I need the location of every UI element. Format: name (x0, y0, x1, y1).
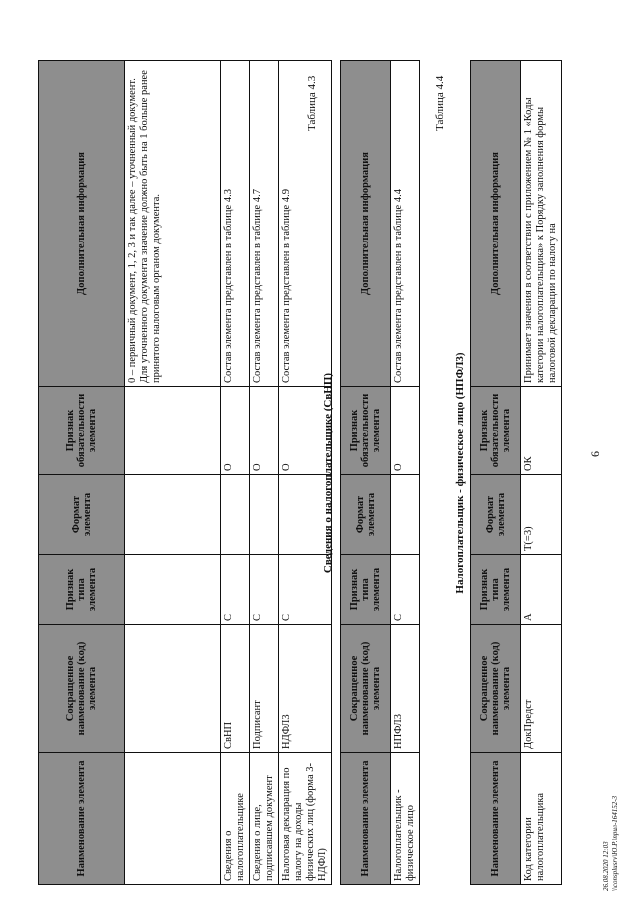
elements-table (38, 60, 332, 885)
cell-format (221, 475, 250, 555)
col-header-format: Формат элемента (39, 475, 125, 555)
cell-info: Состав элемента представлен в таблице 4.3 (221, 61, 250, 387)
cell-type: С (250, 555, 279, 625)
cell-abbr: НПФЛ3 (391, 625, 420, 753)
col-header-type: Признак типа элемента (471, 555, 521, 625)
cell-format (391, 475, 420, 555)
table-row (391, 61, 420, 885)
cell-type (125, 555, 221, 625)
cell-name: Код категории налогоплательщика (521, 753, 562, 885)
taxpayer-info-table (340, 60, 420, 885)
col-header-type: Признак типа элемента (39, 555, 125, 625)
table-caption: Налогоплательщик - физическое лицо (НПФЛ3) (454, 352, 466, 594)
cell-abbr (125, 625, 221, 753)
page-number: 6 (588, 451, 602, 457)
col-header-info: Дополнительная информация (341, 61, 391, 387)
cell-abbr: НДФЛ3 (279, 625, 332, 753)
print-stamp-path: \\consplusrv\Ю.Р.\прил-164152-3 (611, 795, 619, 891)
cell-required: О (279, 387, 332, 475)
col-header-format: Формат элемента (341, 475, 391, 555)
cell-required (125, 387, 221, 475)
col-header-abbr: Сокращенное наименование (код) элемента (341, 625, 391, 753)
table-row (250, 61, 279, 885)
col-header-name: Наименование элемента (471, 753, 521, 885)
cell-info: Состав элемента представлен в таблице 4.7 (250, 61, 279, 387)
col-header-name: Наименование элемента (341, 753, 391, 885)
col-header-required: Признак обязательности элемента (471, 387, 521, 475)
col-header-required: Признак обязательности элемента (341, 387, 391, 475)
cell-required: О (221, 387, 250, 475)
cell-format (250, 475, 279, 555)
cell-name: Сведения о лице, подписавшем документ (250, 753, 279, 885)
col-header-type: Признак типа элемента (341, 555, 391, 625)
print-stamp-date: 26.08.2020 12:03 (602, 841, 610, 891)
col-header-info: Дополнительная информация (471, 61, 521, 387)
cell-name (125, 753, 221, 885)
table-row (521, 61, 562, 885)
cell-info: 0 – первичный документ, 1, 2, 3 и так далее – уточненный документ. Для уточненного документа значение должно быть на 1 больше ранее принятого налоговым органом документа. (125, 61, 221, 387)
cell-type: С (391, 555, 420, 625)
cell-type: С (221, 555, 250, 625)
cell-type: С (279, 555, 332, 625)
table-header-row (39, 61, 125, 885)
individual-taxpayer-table (470, 60, 562, 885)
table-caption: Сведения о налогоплательщике (СвНП) (322, 372, 334, 574)
cell-abbr: ДокПредст (521, 625, 562, 753)
table-row (125, 61, 221, 885)
cell-name: Налоговая декларация по налогу на доходы физических лиц (форма 3-НДФЛ) (279, 753, 332, 885)
cell-abbr: Подписант (250, 625, 279, 753)
table-header-row (471, 61, 521, 885)
table-header-row (341, 61, 391, 885)
cell-info: Принимает значения в соответствии с приложением № 1 «Коды категории налогоплательщика» к Порядку заполнения формы налоговой декларации по налогу на (521, 61, 562, 387)
table-label: Таблица 4.4 (434, 75, 446, 131)
cell-abbr: СвНП (221, 625, 250, 753)
cell-required: О (391, 387, 420, 475)
cell-format (125, 475, 221, 555)
col-header-abbr: Сокращенное наименование (код) элемента (471, 625, 521, 753)
cell-name: Налогоплательщик - физическое лицо (391, 753, 420, 885)
col-header-name: Наименование элемента (39, 753, 125, 885)
col-header-info: Дополнительная информация (39, 61, 125, 387)
cell-info: Состав элемента представлен в таблице 4.4 (391, 61, 420, 387)
cell-required: ОК (521, 387, 562, 475)
cell-required: О (250, 387, 279, 475)
table-row (221, 61, 250, 885)
col-header-format: Формат элемента (471, 475, 521, 555)
cell-format: T(=3) (521, 475, 562, 555)
cell-name: Сведения о налогоплательщике (221, 753, 250, 885)
cell-info: Состав элемента представлен в таблице 4.9 (279, 61, 332, 387)
col-header-abbr: Сокращенное наименование (код) элемента (39, 625, 125, 753)
cell-type: А (521, 555, 562, 625)
table-label: Таблица 4.3 (306, 75, 318, 131)
col-header-required: Признак обязательности элемента (39, 387, 125, 475)
